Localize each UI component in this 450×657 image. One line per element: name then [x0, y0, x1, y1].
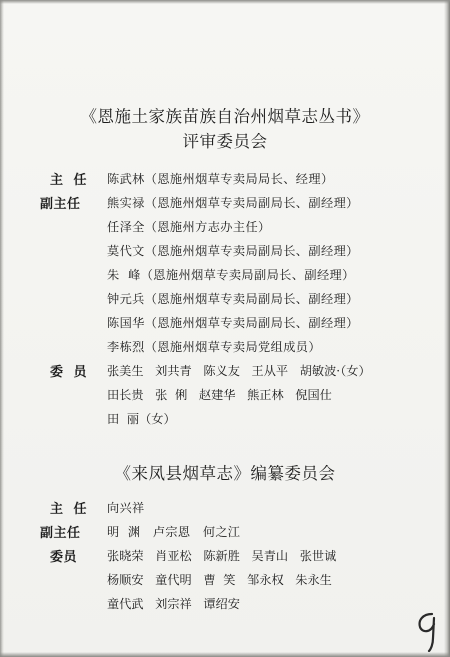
editorial-members-row: 童代武 刘宗祥 谭绍安: [107, 597, 240, 611]
editorial-members-row: 杨顺安 童代明 曹 笑 邹永权 朱永生: [107, 573, 332, 587]
review-members-row: 田 丽（女）: [107, 412, 176, 426]
review-director-entry: 陈武林（恩施州烟草专卖局局长、经理）: [107, 172, 334, 186]
editorial-committee-title: 《来凤县烟草志》编纂委员会: [114, 464, 336, 483]
review-deputy-entry: 朱 峰（恩施州烟草专卖局副局长、副经理）: [107, 268, 355, 282]
review-members-row: 田长贵 张 俐 赵建华 熊正林 倪国仕: [107, 388, 332, 402]
scan-edge-right: [444, 0, 450, 657]
editorial-director-names: 向兴祥: [107, 501, 145, 515]
review-deputy-entry: 李栋烈（恩施州烟草专卖局党组成员）: [107, 340, 321, 354]
review-deputy-entry: 莫代文（恩施州烟草专卖局副局长、副经理）: [107, 244, 359, 258]
editorial-members-row: 张晓荣 肖亚松 陈新胜 吴青山 张世诚: [107, 549, 337, 563]
review-committee-heading: 评审委员会: [182, 132, 268, 151]
review-deputy-entry: 陈国华（恩施州烟草专卖局副局长、副经理）: [107, 316, 359, 330]
scan-edge-top: [0, 0, 450, 4]
review-deputy-entry: 钟元兵（恩施州烟草专卖局副局长、副经理）: [107, 292, 359, 306]
review-director-role: 主 任: [50, 173, 88, 188]
editorial-deputy-names: 明 渊 卢宗恩 何之江: [107, 525, 241, 539]
editorial-director-role: 主 任: [50, 502, 88, 517]
review-members-role: 委 员: [50, 365, 88, 380]
scan-edge-left: [0, 0, 4, 657]
review-deputy-entry: 熊实禄（恩施州烟草专卖局副局长、副经理）: [107, 196, 359, 210]
review-committee-book-title: 《恩施土家族苗族自治州烟草志丛书》: [80, 107, 370, 126]
review-members-row: 张美生 刘共青 陈义友 王从平 胡敏波·（女）: [107, 364, 371, 378]
review-deputy-entry: 任泽全（恩施州方志办主任）: [107, 220, 271, 234]
review-deputy-role: 副主任: [40, 197, 81, 212]
editorial-deputy-role: 副主任: [40, 526, 81, 541]
editorial-members-role: 委员: [50, 550, 78, 565]
scan-edge-bottom: [0, 652, 450, 657]
handwritten-page-number: [412, 608, 442, 652]
